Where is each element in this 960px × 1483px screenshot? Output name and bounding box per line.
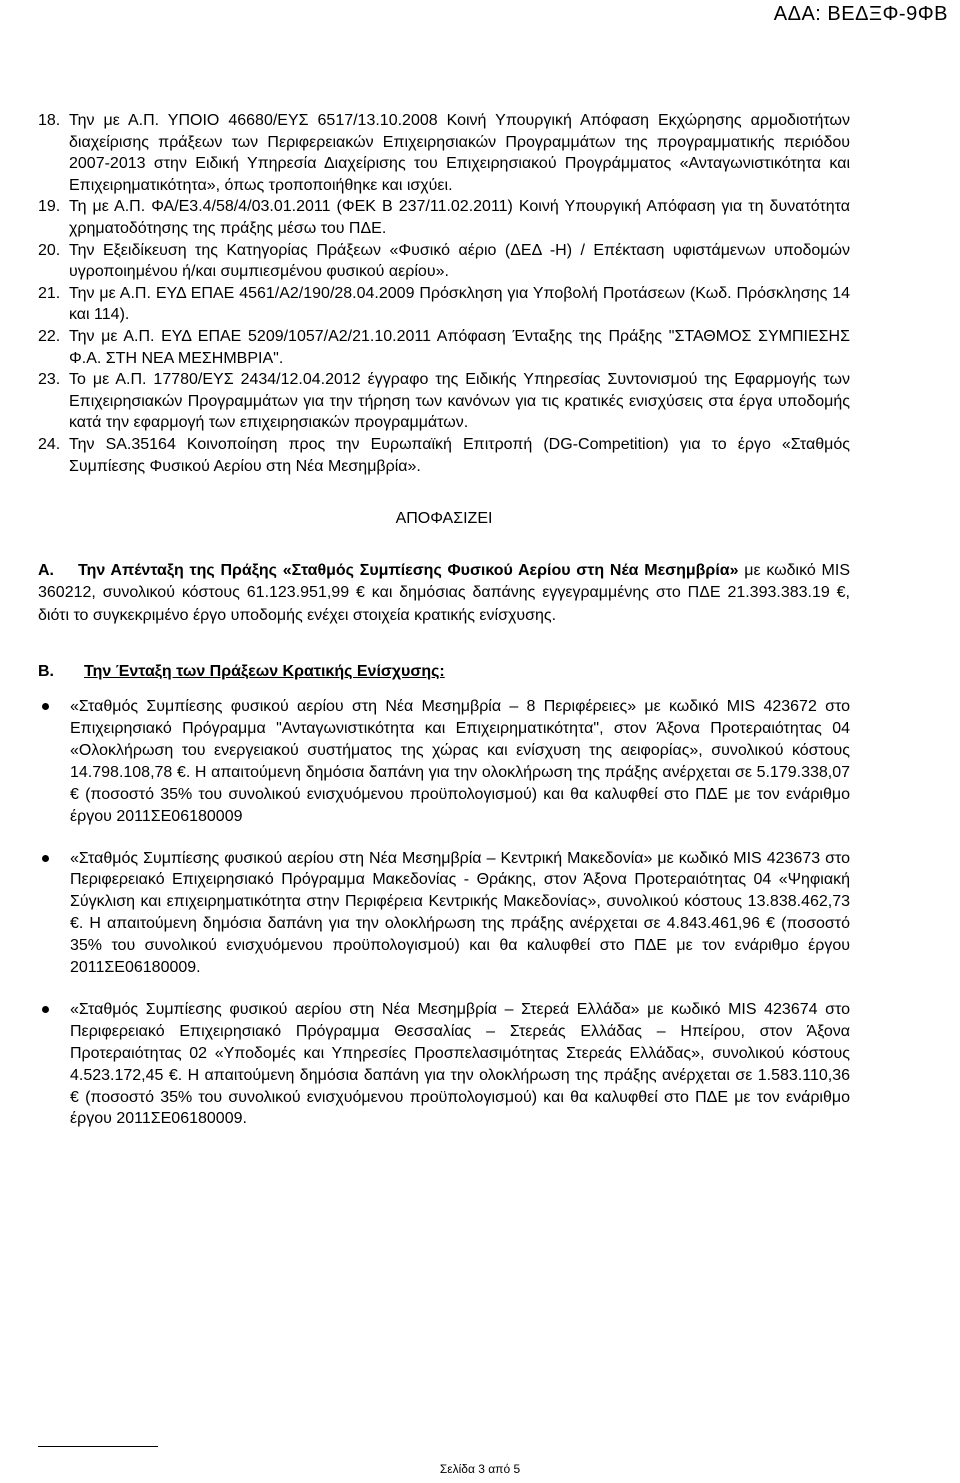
section-a-label: Α. xyxy=(38,561,54,579)
item-text: Το με Α.Π. 17780/ΕΥΣ 2434/12.04.2012 έγγραφο της Ειδικής Υπηρεσίας Συντονισμού της Εφαρμογής των Επιχειρησιακών Προγραμμάτων για την τήρηση των κανόνων για τις κρατικές ενισχύσεις στα έργα υποδομής κατά την εφαρμογή των επιχειρησιακών προγραμμάτων. xyxy=(69,371,850,432)
section-b-title: Την Ένταξη των Πράξεων Κρατικής Ενίσχυσης: xyxy=(84,663,445,681)
list-item xyxy=(38,326,850,369)
bullet-item xyxy=(38,696,850,827)
item-text: Την SA.35164 Κοινοποίηση προς την Ευρωπαϊκή Επιτροπή (DG-Competition) για το έργο «Σταθμός Συμπίεσης Φυσικού Αερίου στη Νέα Μεσημβρία». xyxy=(69,435,850,475)
item-text: Την Εξειδίκευση της Κατηγορίας Πράξεων «Φυσικό αέριο (ΔΕΔ -Η) / Επέκταση υφιστάμενων υποδομών υγροποιημένου ή/και συμπιεσμένου φυσικού αερίου». xyxy=(69,241,850,281)
decision-title: ΑΠΟΦΑΣΙΖΕΙ xyxy=(395,510,493,528)
section-a-text: με κωδικό MIS 360212, συνολικού κόστους 61.123.951,99 € και δημόσιας δαπάνης εγγεγραμμένης στο ΠΔΕ 21.393.383.19 €, διότι το συγκεκριμένο έργο υποδομής ενέχει στοιχεία κρατικής ενίσχυσης. xyxy=(38,561,850,624)
bullet-icon xyxy=(38,848,70,979)
item-text: Την με Α.Π. ΕΥΔ ΕΠΑΕ 5209/1057/Α2/21.10.2011 Απόφαση Ένταξης της Πράξης "ΣΤΑΘΜΟΣ ΣΥΜΠΙΕΣΗΣ Φ.Α. ΣΤΗ ΝΕΑ ΜΕΣΗΜΒΡΙΑ". xyxy=(69,327,850,367)
list-item xyxy=(38,369,850,434)
item-number: 23. xyxy=(38,371,61,389)
list-item xyxy=(38,110,850,196)
bullet-text: «Σταθμός Συμπίεσης φυσικού αερίου στη Νέα Μεσημβρία – 8 Περιφέρειες» με κωδικό MIS 423672 στο Επιχειρησιακό Πρόγραμμα "Ανταγωνιστικότητα και Επιχειρηματικότητα", στον Άξονα Προτεραιότητας 04 «Ολοκλήρωση του ενεργειακού συστήματος της χώρας και ενίσχυση της αειφορίας», συνολικού κόστους 14.798.108,78 €. Η απαιτούμενη δημόσια δαπάνη για την ολοκλήρωση της πράξης ανέρχεται σε 5.179.338,07 € (ποσοστό 35% του συνολικού ενισχυόμενου προϋπολογισμού) και θα καλυφθεί στο ΠΔΕ με τον ενάριθμο έργου 2011ΣΕ06180009 xyxy=(70,698,850,825)
item-number: 24. xyxy=(38,435,61,453)
page-number: Σελίδα 3 από 5 xyxy=(439,1462,521,1476)
bullet-icon xyxy=(38,999,70,1130)
ada-code: ΑΔΑ: ΒΕΔΞΦ-9ΦΒ xyxy=(773,3,948,25)
bullet-text: «Σταθμός Συμπίεσης φυσικού αερίου στη Νέα Μεσημβρία – Στερεά Ελλάδα» με κωδικό MIS 423674 στο Περιφερειακό Επιχειρησιακό Πρόγραμμα Θεσσαλίας – Στερεάς Ελλάδας – Ηπείρου, στον Άξονα Προτεραιότητας 02 «Υποδομές και Υπηρεσίες Προσπελασιμότητας Στερεάς Ελλάδας», συνολικού κόστους 4.523.172,45 €. Η απαιτούμενη δημόσια δαπάνη για την ολοκλήρωση της πράξης ανέρχεται σε 1.583.110,36 € (ποσοστό 35% του συνολικού ενισχυόμενου προϋπολογισμού) και θα καλυφθεί στο ΠΔΕ με τον ενάριθμο έργου 2011ΣΕ06180009. xyxy=(70,1000,850,1128)
footer-divider xyxy=(38,1446,158,1447)
item-text: Την με Α.Π. ΕΥΔ ΕΠΑΕ 4561/Α2/190/28.04.2009 Πρόσκληση για Υποβολή Προτάσεων (Κωδ. Πρόσκλησης 14 και 114). xyxy=(69,284,850,324)
section-a xyxy=(38,560,850,628)
item-number: 18. xyxy=(38,112,61,129)
item-number: 19. xyxy=(38,198,61,216)
bullet-icon xyxy=(38,696,70,827)
item-number: 22. xyxy=(38,327,61,345)
item-number: 20. xyxy=(38,241,61,259)
item-text: Τη με Α.Π. ΦΑ/Ε3.4/58/4/03.01.2011 (ΦΕΚ Β 237/11.02.2011) Κοινή Υπουργική Απόφαση για τη δυνατότητα χρηματοδότησης της πράξης μέσω του ΠΔΕ. xyxy=(69,198,850,237)
list-item xyxy=(38,240,850,283)
list-item xyxy=(38,196,850,239)
section-a-bold: Την Απένταξη της Πράξης «Σταθμός Συμπίεσης Φυσικού Αερίου στη Νέα Μεσημβρία» xyxy=(78,561,739,579)
bullet-item xyxy=(38,999,850,1130)
document-body xyxy=(38,110,850,1130)
item-text: Την με Α.Π. ΥΠΟΙΟ 46680/ΕΥΣ 6517/13.10.2008 Κοινή Υπουργική Απόφαση Εκχώρησης αρμοδιοτήτων διαχείρισης πράξεων των Περιφερειακών Επιχειρησιακών Προγραμμάτων της προγραμματικής περιόδου 2007-2013 στην Ειδική Υπηρεσία Διαχείρισης του Επιχειρησιακού Προγράμματος «Ανταγωνιστικότητα και Επιχειρηματικότητα», όπως τροποποιήθηκε και ισχύει. xyxy=(69,112,850,194)
bullet-item xyxy=(38,848,850,979)
bullet-text: «Σταθμός Συμπίεσης φυσικού αερίου στη Νέα Μεσημβρία – Κεντρική Μακεδονία» με κωδικό MIS 423673 στο Περιφερειακό Επιχειρησιακό Πρόγραμμα Μακεδονίας - Θράκης, στον Άξονα Προτεραιότητας 04 «Ψηφιακή Σύγκλιση και επιχειρηματικότητα στην Περιφέρεια Κεντρικής Μακεδονίας», συνολικού κόστους 13.838.462,73 €. Η απαιτούμενη δημόσια δαπάνη για την ολοκλήρωση της πράξης ανέρχεται σε 4.843.461,96 € (ποσοστό 35% του συνολικού ενισχυόμενου προϋπολογισμού) και θα καλυφθεί στο ΠΔΕ με τον ενάριθμο έργου 2011ΣΕ06180009. xyxy=(70,849,850,977)
item-number: 21. xyxy=(38,284,61,302)
list-item xyxy=(38,283,850,326)
list-item xyxy=(38,434,850,477)
section-b-heading xyxy=(38,661,850,683)
section-b-label: Β. xyxy=(38,663,54,681)
